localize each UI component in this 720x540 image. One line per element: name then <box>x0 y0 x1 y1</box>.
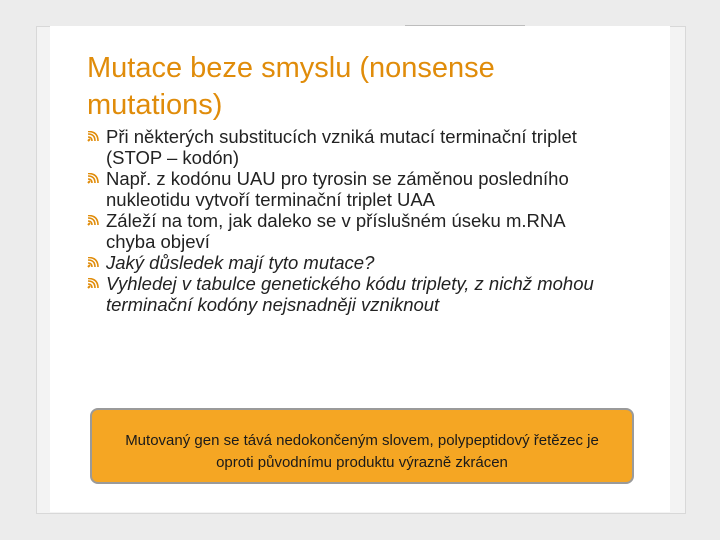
bullet-text: Jaký důsledek mají tyto mutace? <box>106 252 375 273</box>
bullet-text: Např. z kodónu UAU pro tyrosin se záměnou posledního nukleotidu vytvoří terminační triplet UAA <box>106 168 569 210</box>
bullet-item <box>86 252 606 273</box>
wifi-bullet-icon <box>86 257 102 269</box>
bullet-text: Záleží na tom, jak daleko se v příslušném úseku m.RNA chyba objeví <box>106 210 565 252</box>
wifi-bullet-icon <box>86 131 102 143</box>
bullet-text: Vyhledej v tabulce genetického kódu triplety, z nichž mohou terminační kodóny nejsnadněji vzniknout <box>106 273 594 315</box>
bullet-list <box>86 126 606 315</box>
bullet-item <box>86 210 606 252</box>
bullet-text: Při některých substitucích vzniká mutací terminační triplet (STOP – kodón) <box>106 126 577 168</box>
bullet-item <box>86 273 606 315</box>
wifi-bullet-icon <box>86 173 102 185</box>
wifi-bullet-icon <box>86 215 102 227</box>
answer-callout-box <box>90 408 634 484</box>
callout-text: Mutovaný gen se tává nedokončeným slovem, polypeptidový řetězec je oproti původnímu produktu výrazně zkrácen <box>125 432 599 471</box>
bullet-item <box>86 126 606 168</box>
bullet-item <box>86 168 606 210</box>
slide-title: Mutace beze smyslu (nonsense mutations) <box>87 52 495 121</box>
wifi-bullet-icon <box>86 278 102 290</box>
